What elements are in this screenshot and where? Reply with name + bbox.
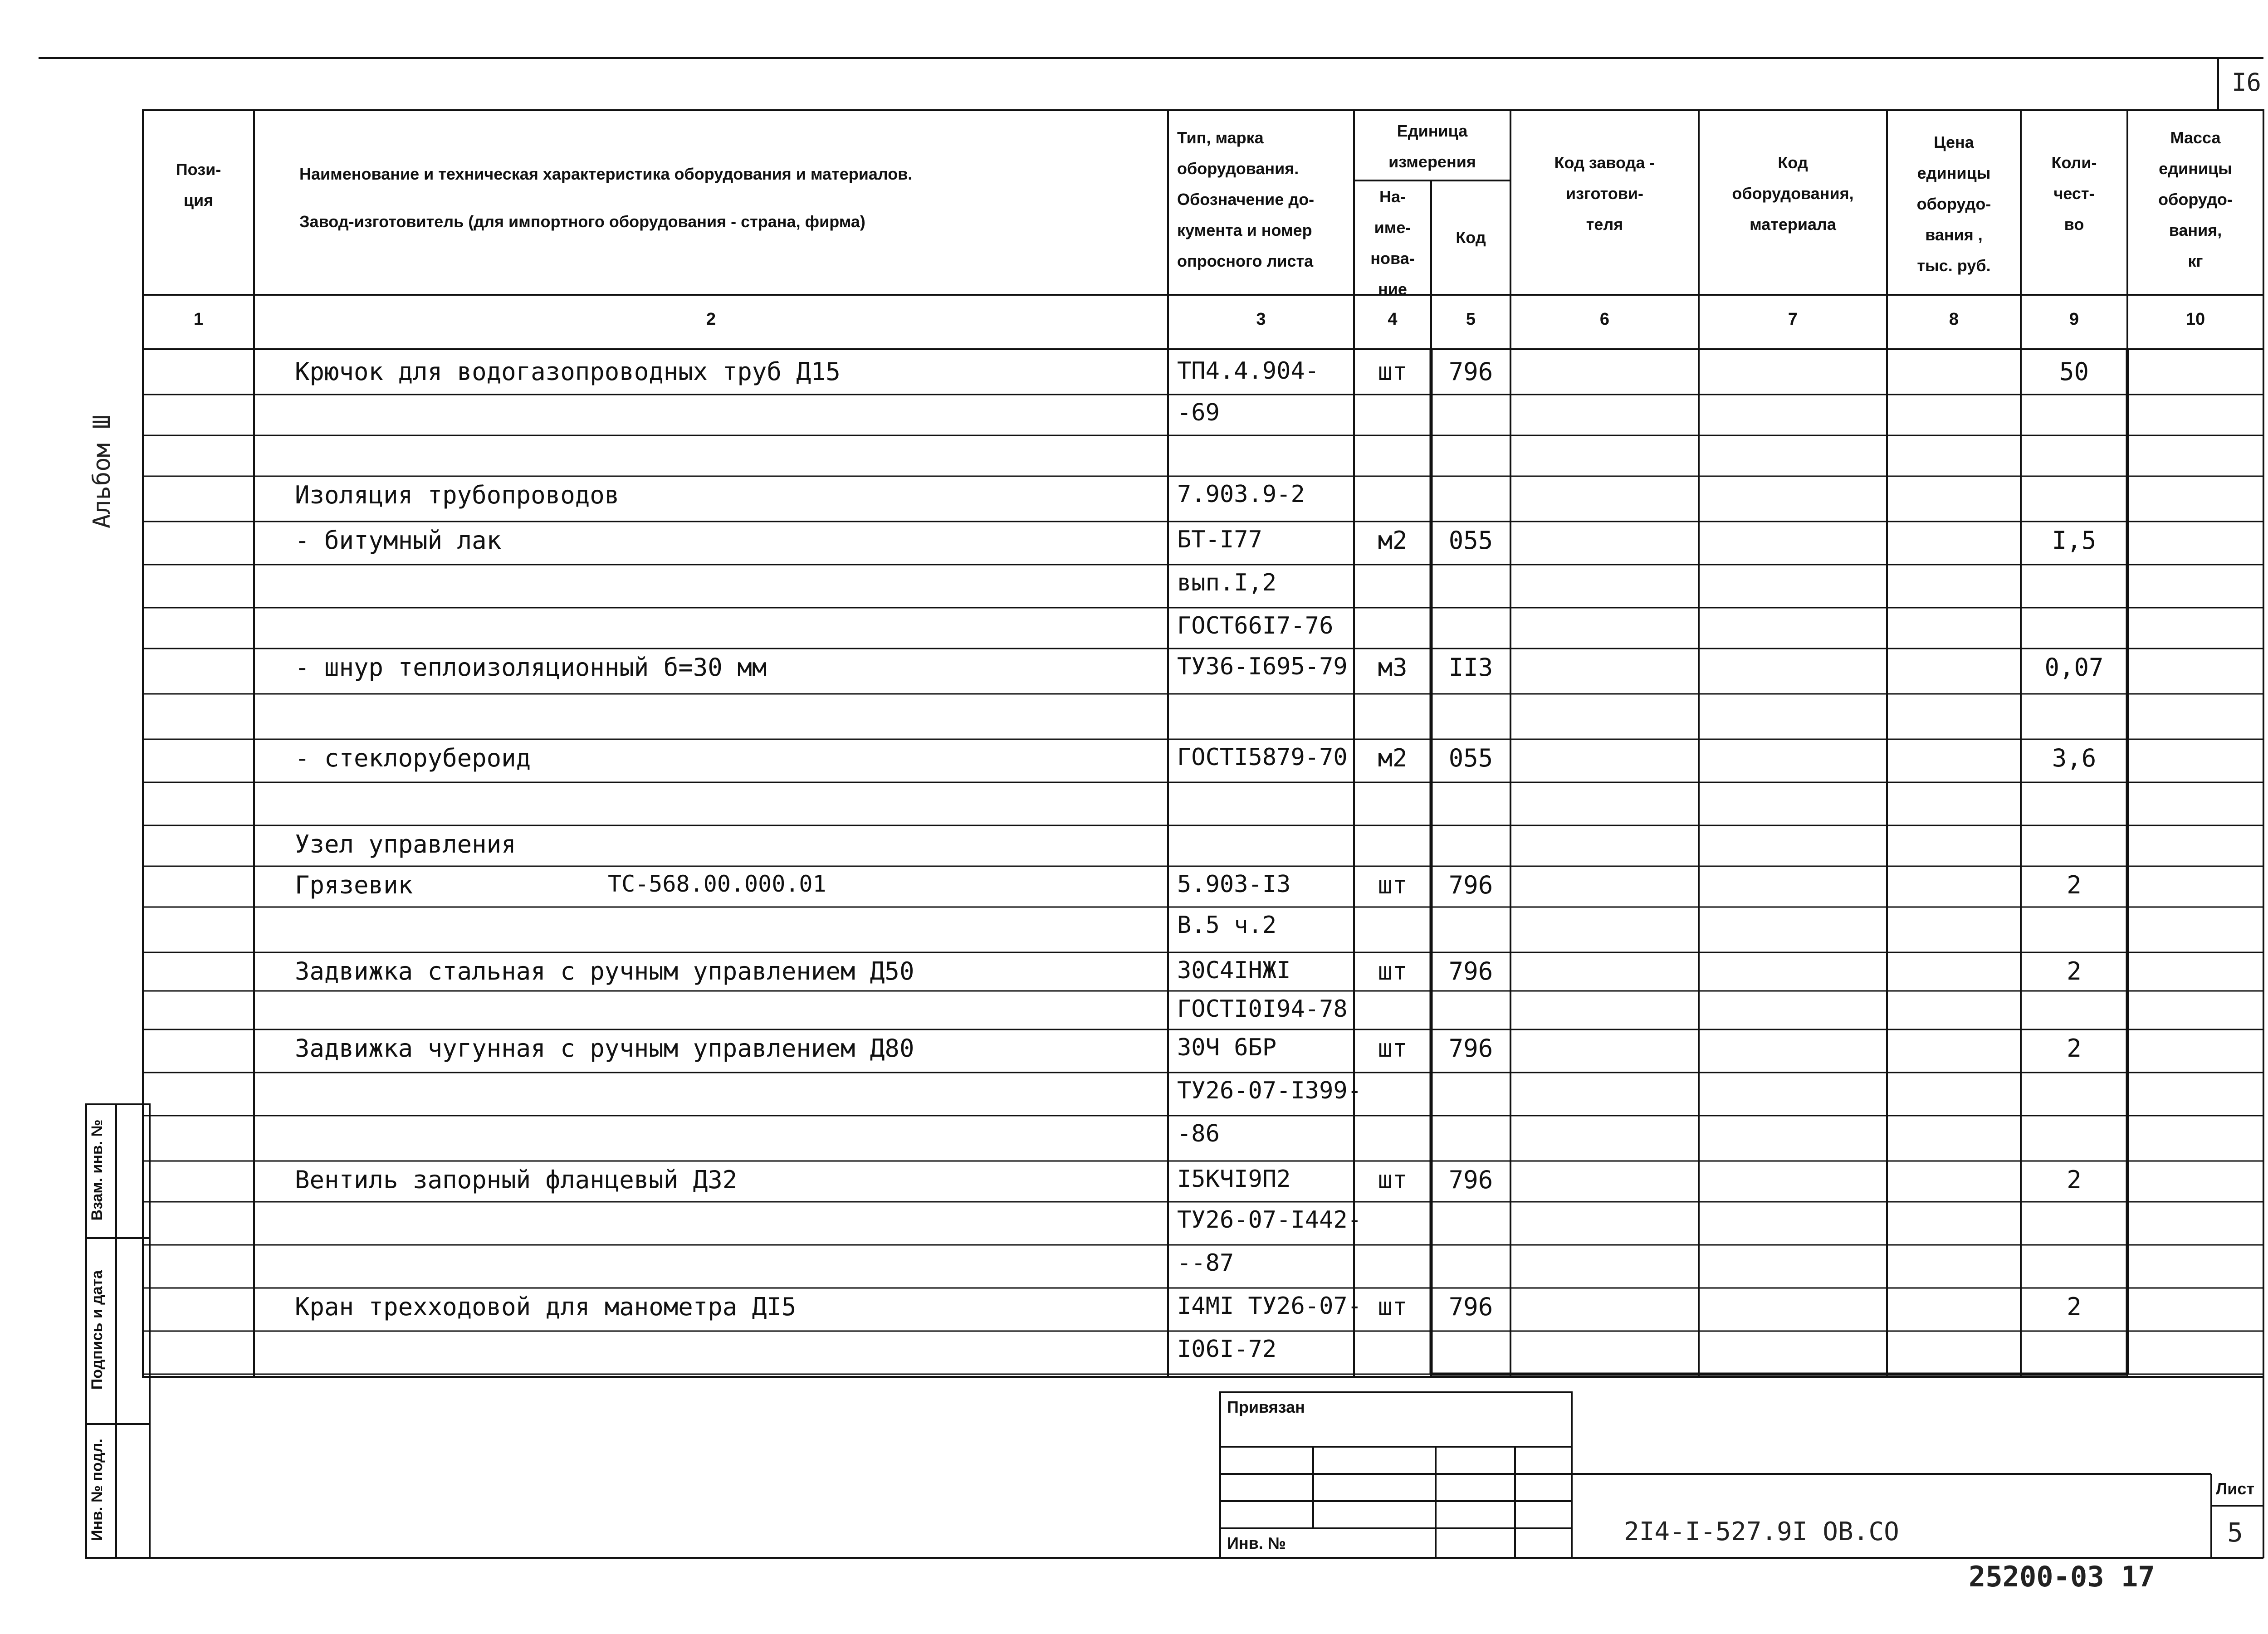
row-type: -86 <box>1177 1120 1220 1147</box>
row-type: 5.903-I3 <box>1177 871 1291 898</box>
row-type: ТУ26-07-I442- <box>1177 1206 1362 1234</box>
row-type: 7.903.9-2 <box>1177 481 1305 508</box>
row-type: БТ-I77 <box>1177 526 1262 553</box>
row-type: ТП4.4.904- <box>1177 357 1320 385</box>
row-type: ТУ26-07-I399- <box>1177 1077 1362 1104</box>
column-number: 4 <box>1388 310 1398 329</box>
row-type: I06I-72 <box>1177 1336 1277 1363</box>
row-type: I5КЧI9П2 <box>1177 1166 1291 1193</box>
column-number: 2 <box>706 310 716 329</box>
header-price: Цена единицы оборудо- вания , тыс. руб. <box>1916 133 1991 275</box>
list-label: Лист <box>2216 1479 2255 1498</box>
row-type: В.5 ч.2 <box>1177 912 1277 939</box>
row-quantity: 2 <box>2067 871 2082 899</box>
row-code: 796 <box>1448 957 1493 985</box>
row-type: ГОСТI0I94-78 <box>1177 995 1348 1023</box>
row-name: Вентиль запорный фланцевый Д32 <box>295 1166 738 1194</box>
row-code: 796 <box>1448 357 1493 386</box>
row-name-extra: ТС-568.00.000.01 <box>608 871 826 897</box>
sheet-number: I6 <box>2232 68 2262 97</box>
row-code: 796 <box>1448 1293 1493 1321</box>
side-stamp-podpis: Подпись и дата <box>88 1270 106 1390</box>
header-name-line2: Завод-изготовитель (для импортного оборудования - страна, фирма) <box>299 212 865 231</box>
column-number: 10 <box>2185 310 2205 329</box>
row-name: - битумный лак <box>295 526 502 555</box>
row-unit: шт <box>1378 1034 1408 1063</box>
row-quantity: 2 <box>2067 957 2082 985</box>
header-quantity: Коли- чест- во <box>2051 153 2097 234</box>
row-unit: м3 <box>1378 653 1408 682</box>
column-number: 8 <box>1949 310 1959 329</box>
row-quantity: 3,6 <box>2052 744 2097 772</box>
row-type: --87 <box>1177 1249 1234 1277</box>
row-code: 055 <box>1448 526 1493 555</box>
column-number: 5 <box>1466 310 1476 329</box>
row-type: ГОСТ66I7-76 <box>1177 612 1334 639</box>
privyazan-label: Привязан <box>1227 1398 1305 1416</box>
row-unit: шт <box>1378 1293 1408 1321</box>
row-quantity: 2 <box>2067 1166 2082 1194</box>
row-type: -69 <box>1177 399 1220 426</box>
row-name: Кран трехходовой для манометра ДI5 <box>295 1293 797 1321</box>
row-type: I4МI ТУ26-07- <box>1177 1293 1362 1320</box>
row-code: 055 <box>1448 744 1493 772</box>
row-name: Изоляция трубопроводов <box>295 481 620 509</box>
row-code: 796 <box>1448 1034 1493 1063</box>
album-label: Альбом Ш <box>88 415 116 528</box>
side-stamp-vzam: Взам. инв. № <box>88 1119 106 1221</box>
row-name: Задвижка чугунная с ручным управлением Д80 <box>295 1034 914 1063</box>
row-quantity: I,5 <box>2052 526 2097 555</box>
row-unit: шт <box>1378 357 1408 386</box>
row-type: ГОСТI5879-70 <box>1177 744 1348 771</box>
document-code: 2I4-I-527.9I ОВ.СО <box>1624 1517 1899 1546</box>
row-code: II3 <box>1448 653 1493 682</box>
bottom-stamp: 25200-03 17 <box>1969 1560 2155 1593</box>
column-number: 7 <box>1788 310 1798 329</box>
row-unit: шт <box>1378 957 1408 985</box>
row-unit: м2 <box>1378 526 1408 555</box>
row-name: Крючок для водогазопроводных труб Д15 <box>295 357 841 386</box>
row-quantity: 50 <box>2059 357 2089 386</box>
column-number: 3 <box>1256 310 1266 329</box>
header-name-line1: Наименование и техническая характеристика оборудования и материалов. <box>299 165 913 183</box>
row-name: - стеклорубероид <box>295 744 531 772</box>
row-name: - шнур теплоизоляционный б=30 мм <box>295 653 767 682</box>
header-type: Тип, марка оборудования. Обозначение до- кумента и номер опросного листа <box>1177 128 1315 270</box>
row-name: Задвижка стальная с ручным управлением Д50 <box>295 957 914 985</box>
row-type: 30Ч 6БР <box>1177 1034 1277 1061</box>
row-name: Узел управления <box>295 830 516 858</box>
row-quantity: 2 <box>2067 1293 2082 1321</box>
header-unit-code: Код <box>1456 228 1486 247</box>
row-quantity: 0,07 <box>2044 653 2104 682</box>
row-type: вып.I,2 <box>1177 569 1277 596</box>
list-number: 5 <box>2227 1517 2243 1548</box>
row-unit: м2 <box>1378 744 1408 772</box>
inv-no-label: Инв. № <box>1227 1534 1286 1552</box>
row-code: 796 <box>1448 1166 1493 1194</box>
column-number: 9 <box>2069 310 2079 329</box>
header-position: Пози- ция <box>176 160 221 210</box>
column-number: 1 <box>193 310 204 329</box>
row-name: Грязевик <box>295 871 413 899</box>
row-type: ТУ36-I695-79 <box>1177 653 1348 680</box>
side-stamp-inv-podl: Инв. № подл. <box>88 1439 106 1541</box>
row-type: 30С4IНЖI <box>1177 957 1291 984</box>
row-unit: шт <box>1378 871 1408 899</box>
header-unit: Единица измерения <box>1388 122 1476 171</box>
row-unit: шт <box>1378 1166 1408 1194</box>
header-equipment-code: Код оборудования, материала <box>1732 153 1854 234</box>
header-factory-code: Код завода - изготови- теля <box>1554 153 1655 234</box>
column-number: 6 <box>1599 310 1610 329</box>
row-quantity: 2 <box>2067 1034 2082 1063</box>
header-unit-name: На- име- нова- ние <box>1370 187 1415 298</box>
row-code: 796 <box>1448 871 1493 899</box>
header-mass: Масса единицы оборудо- вания, кг <box>2158 128 2233 270</box>
